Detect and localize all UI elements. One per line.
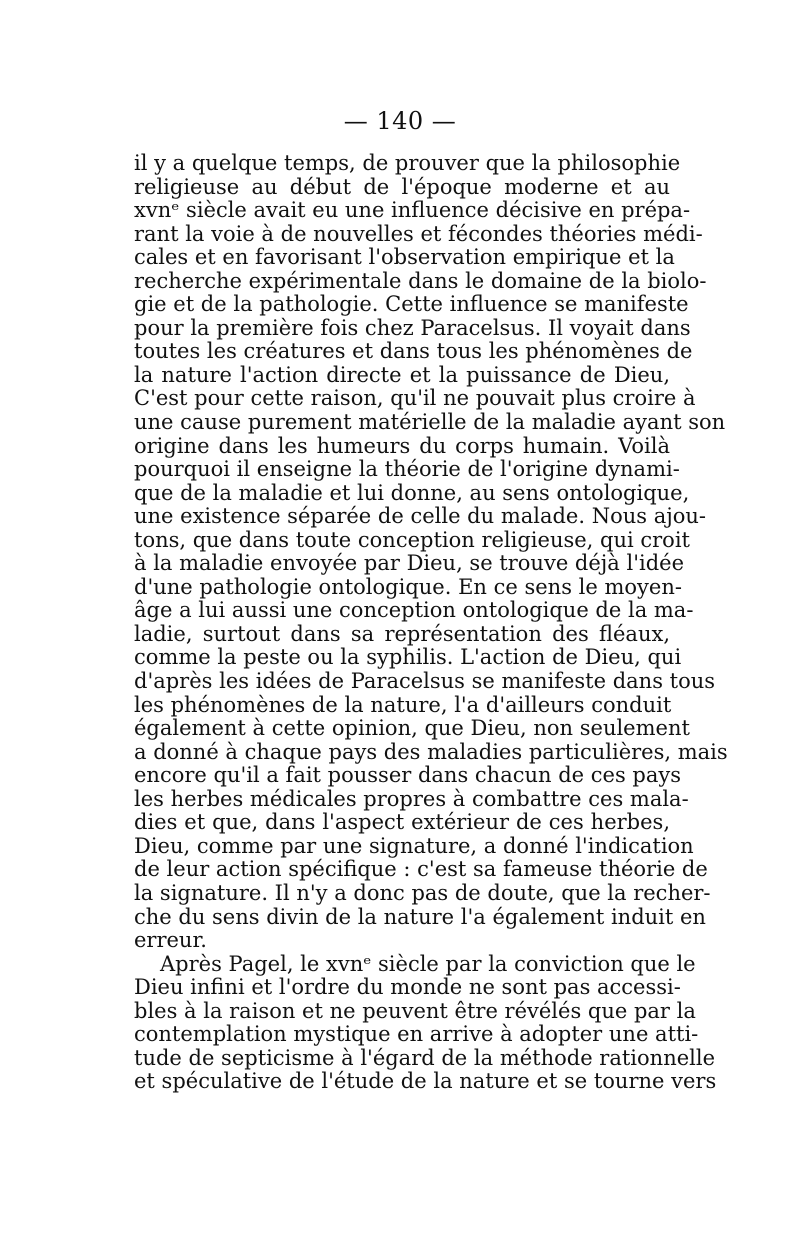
text-line: à la maladie envoyée par Dieu, se trouve déjà l'idée <box>134 551 684 576</box>
text-line: ladie, surtout dans sa représentation des fléaux, <box>134 621 670 646</box>
text-line: C'est pour cette raison, qu'il ne pouvait plus croire à <box>134 386 696 411</box>
text-line: Dieu, comme par une signature, a donné l'indication <box>134 833 694 858</box>
text-line: a donné à chaque pays des maladies particulières, mais <box>134 739 728 764</box>
text-line: les herbes médicales propres à combattre ces mala- <box>134 786 689 811</box>
text-line: gie et de la pathologie. Cette influence se manifeste <box>134 292 689 317</box>
text-line: que de la maladie et lui donne, au sens ontologique, <box>134 480 690 505</box>
text-line: religieuse au début de l'époque moderne et au <box>134 174 670 199</box>
text-line: erreur. <box>134 928 207 953</box>
text-line: comme la peste ou la syphilis. L'action de Dieu, qui <box>134 645 682 670</box>
text-line: toutes les créatures et dans tous les phénomènes de <box>134 339 693 364</box>
text-line: également à cette opinion, que Dieu, non seulement <box>134 716 690 741</box>
text-line: rant la voie à de nouvelles et fécondes théories médi- <box>134 221 703 246</box>
text-line: encore qu'il a fait pousser dans chacun de ces pays <box>134 763 681 788</box>
text-line: les phénomènes de la nature, l'a d'ailleurs conduit <box>134 692 672 717</box>
text-line: pourquoi il enseigne la théorie de l'origine dynami- <box>134 457 680 482</box>
text-line: une cause purement matérielle de la maladie ayant son <box>134 410 726 435</box>
text-line: pour la première fois chez Paracelsus. Il voyait dans <box>134 315 691 340</box>
page-number: — 140 — <box>343 107 457 135</box>
text-line: il y a quelque temps, de prouver que la philosophie <box>134 151 681 175</box>
text-line: xvnᵉ siècle avait eu une influence décisive en prépa- <box>134 198 691 223</box>
text-line: cales et en favorisant l'observation empirique et la <box>134 245 675 270</box>
text-line: origine dans les humeurs du corps humain. Voilà <box>134 433 670 458</box>
text-line: bles à la raison et ne peuvent être révélés que par la <box>134 998 696 1023</box>
text-line: de leur action spécifique : c'est sa fameuse théorie de <box>134 857 708 882</box>
text-line: tons, que dans toute conception religieuse, qui croit <box>134 527 690 552</box>
text-line: âge a lui aussi une conception ontologique de la ma- <box>134 598 694 623</box>
text-line: dies et que, dans l'aspect extérieur de ces herbes, <box>134 810 670 835</box>
text-line: contemplation mystique en arrive à adopter une atti- <box>134 1022 699 1047</box>
text-line: Après Pagel, le xvnᵉ siècle par la conviction que le <box>160 951 696 976</box>
text-line: d'une pathologie ontologique. En ce sens le moyen- <box>134 574 682 599</box>
text-line: d'après les idées de Paracelsus se manifeste dans tous <box>134 669 716 694</box>
text-line: la signature. Il n'y a donc pas de doute, que la recher- <box>134 880 711 905</box>
text-line: tude de septicisme à l'égard de la méthode rationnelle <box>134 1045 716 1070</box>
text-line: la nature l'action directe et la puissance de Dieu, <box>134 362 670 387</box>
text-line: che du sens divin de la nature l'a également induit en <box>134 904 706 929</box>
text-line: Dieu infini et l'ordre du monde ne sont pas accessi- <box>134 975 681 1000</box>
text-line: recherche expérimentale dans le domaine de la biolo- <box>134 268 707 293</box>
body-text <box>134 151 728 1094</box>
text-line: et spéculative de l'étude de la nature et se tourne vers <box>134 1069 717 1094</box>
text-line: une existence séparée de celle du malade. Nous ajou- <box>134 504 707 529</box>
